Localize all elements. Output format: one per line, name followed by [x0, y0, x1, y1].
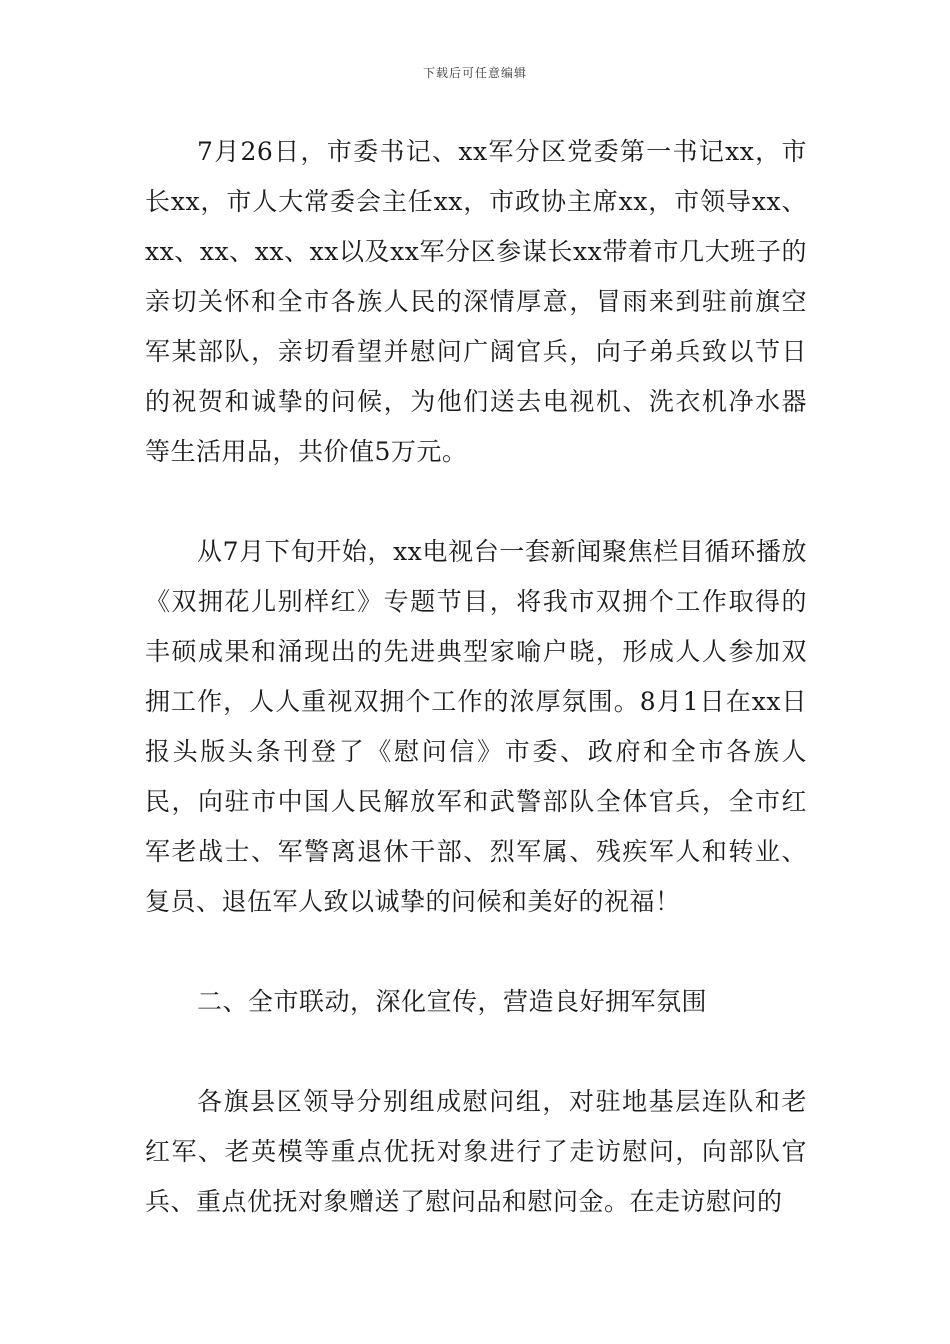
paragraph-2: 从7月下旬开始，xx电视台一套新闻聚焦栏目循环播放《双拥花儿别样红》专题节目，将我市双拥个工作取得的丰硕成果和涌现出的先进典型家喻户晓，形成人人参加双拥工作，人人重视双拥个工作的浓厚氛围。8月1日在xx日报头版头条刊登了《慰问信》市委、政府和全市各族人民，向驻市中国人民解放军和武警部队全体官兵，全市红军老战士、军警离退休干部、烈军属、残疾军人和转业、复员、退伍军人致以诚挚的问候和美好的祝福！	[145, 537, 807, 916]
section-heading: 二、全市联动，深化宣传，营造良好拥军氛围	[197, 987, 708, 1016]
paragraph-1: 7月26日，市委书记、xx军分区党委第一书记xx，市长xx，市人大常委会主任xx，市政协主席xx，市领导xx、xx、xx、xx、xx以及xx军分区参谋长xx带着市几大班子的亲切关怀和全市各族人民的深情厚意，冒雨来到驻前旗空军某部队，亲切看望并慰问广阔官兵，向子弟兵致以节日的祝贺和诚挚的问候，为他们送去电视机、洗衣机净水器等生活用品，共价值5万元。	[145, 137, 807, 466]
paragraph-spacer	[145, 477, 807, 527]
download-note: 下载后可任意编辑	[422, 66, 527, 80]
document-body	[145, 127, 807, 1227]
paragraph-3: 各旗县区领导分别组成慰问组，对驻地基层连队和老红军、老英模等重点优抚对象进行了走访慰问，向部队官兵、重点优抚对象赠送了慰问品和慰问金。在走访慰问的	[145, 1087, 807, 1216]
paragraph-spacer	[145, 1027, 807, 1077]
paragraph-spacer	[145, 927, 807, 977]
